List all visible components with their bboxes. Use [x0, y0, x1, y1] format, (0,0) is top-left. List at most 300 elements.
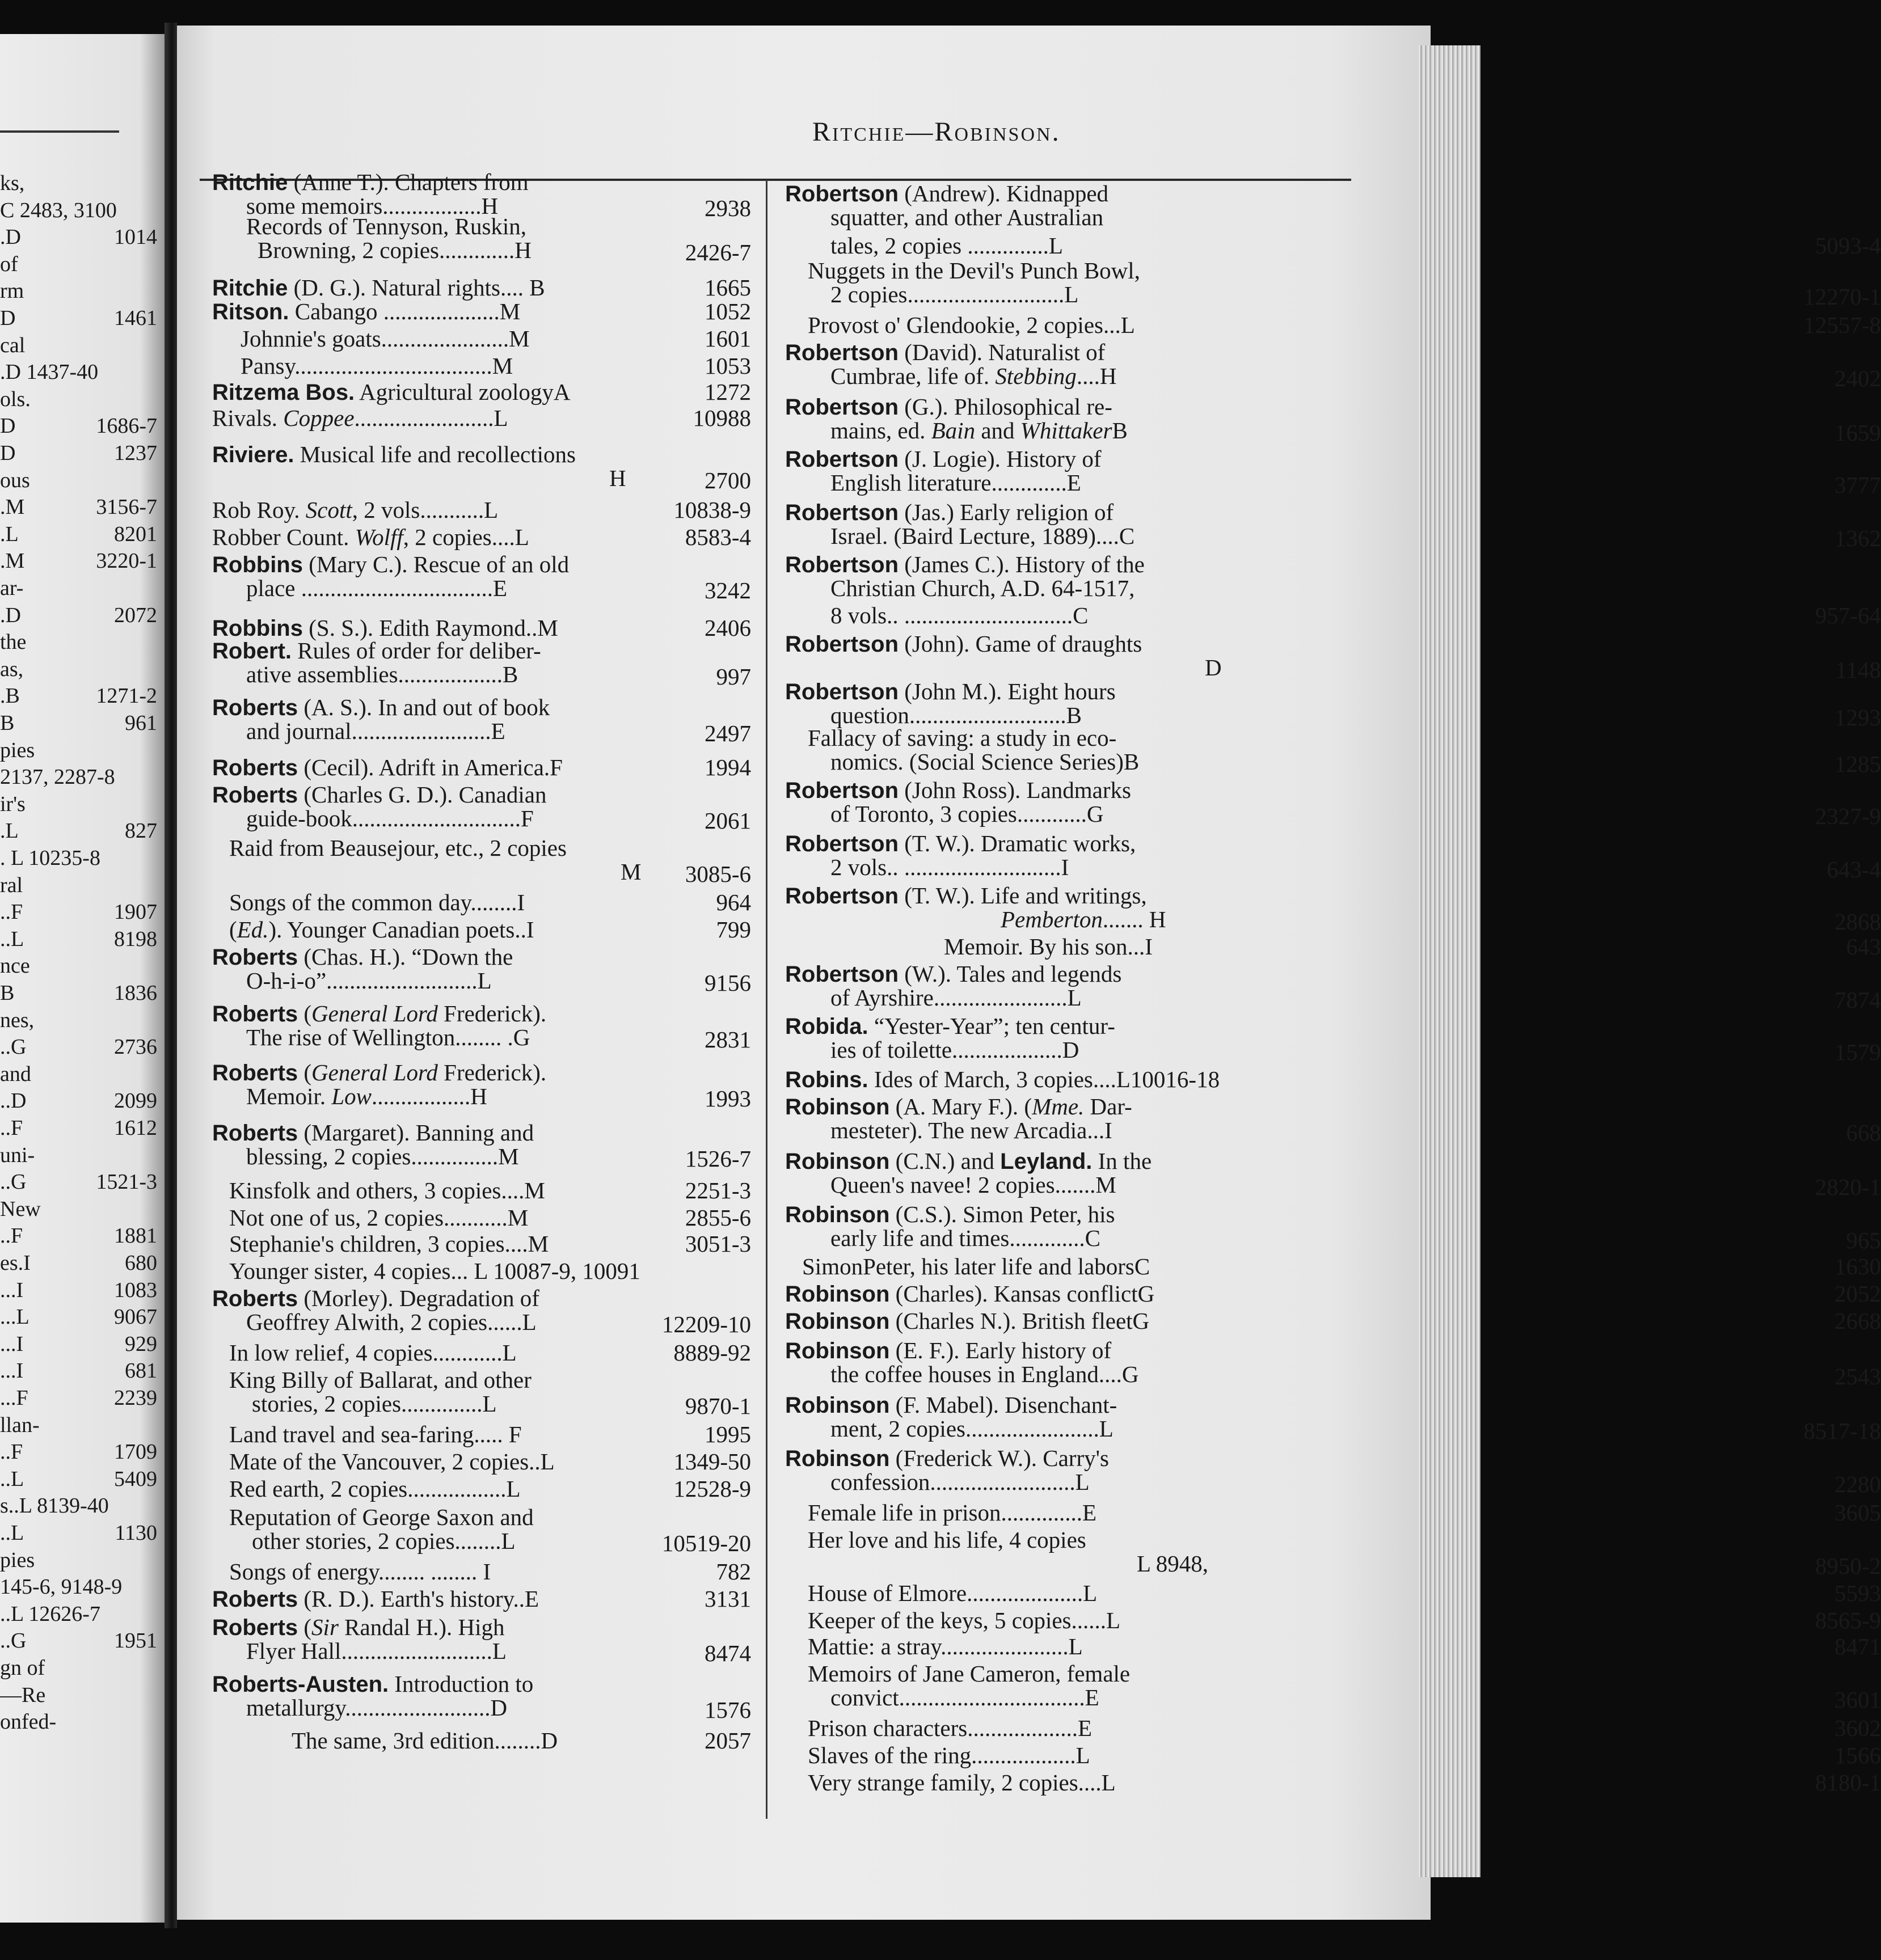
left-page-line [0, 386, 162, 412]
entry-continuation: blessing, 2 copies...............M [246, 1143, 519, 1169]
entry-call-number: 3777 [1834, 472, 1881, 498]
entry-call-number: 1272 [705, 379, 751, 405]
entry-continuation: ies of toilette...................D [830, 1037, 1079, 1063]
left-line-text: ..L [0, 927, 24, 951]
book-gutter [165, 23, 177, 1928]
left-line-text: ..L [0, 1521, 24, 1545]
left-page-line [0, 1574, 162, 1600]
entry-title: Songs of energy........ ........ I [229, 1558, 491, 1585]
left-line-text: ous [0, 468, 30, 492]
left-page-line [0, 683, 162, 709]
entry-title: Robbins (Mary C.). Rescue of an old [212, 551, 570, 577]
left-page-line [0, 1385, 162, 1411]
left-page-line [0, 629, 162, 655]
left-line-text: 2137, 2287-8 [0, 765, 115, 789]
left-line-text: uni- [0, 1143, 35, 1167]
left-line-text: B [0, 711, 15, 735]
entry-call-number: 1665 [705, 274, 751, 301]
entry-call-number: 1659 [1834, 420, 1881, 446]
left-page-fragment [0, 34, 165, 1923]
left-line-number: 2736 [114, 1035, 157, 1059]
entry-title: Roberts (Margaret). Banning and [212, 1120, 534, 1146]
right-page [177, 26, 1881, 1920]
entry-title: Ritson. Cabango ....................M [212, 298, 521, 324]
left-line-text: .D [0, 603, 21, 627]
left-line-text: ..G [0, 1629, 27, 1653]
left-page-rule [0, 130, 119, 133]
left-page-line [0, 548, 162, 574]
left-line-text: .L [0, 522, 19, 546]
left-line-text: ...I [0, 1359, 24, 1383]
left-line-number: 1612 [114, 1116, 157, 1140]
left-page-line [0, 1547, 162, 1573]
entry-continuation: other stories, 2 copies........L [252, 1528, 516, 1554]
entry-call-number: 3051-3 [685, 1231, 751, 1257]
left-page-line [0, 440, 162, 466]
entry-continuation: H [609, 465, 626, 491]
left-line-text: .D 1437-40 [0, 360, 99, 385]
entry-title: Robertson (Jas.) Early religion of [785, 499, 1114, 525]
entry-title: Provost o' Glendookie, 2 copies...L [808, 312, 1135, 338]
left-line-text: the [0, 630, 27, 654]
entry-call-number: 5093-4 [1815, 233, 1881, 259]
entry-continuation: Queen's navee! 2 copies.......M [830, 1172, 1116, 1198]
entry-call-number: 10988 [693, 405, 751, 431]
left-line-number: 1836 [114, 981, 157, 1005]
entry-title: Very strange family, 2 copies....L [808, 1769, 1116, 1796]
entry-continuation: and journal........................E [246, 718, 505, 744]
entry-call-number: 12209-10 [661, 1311, 751, 1337]
left-line-number: 1083 [114, 1278, 157, 1302]
entry-call-number: 2543 [1834, 1363, 1881, 1389]
entry-title: Roberts (Morley). Degradation of [212, 1285, 539, 1311]
left-line-text: —Re [0, 1683, 46, 1707]
left-line-number: 1271-2 [96, 684, 157, 708]
left-line-text: onfed- [0, 1710, 57, 1734]
entry-title: Kinsfolk and others, 3 copies....M [229, 1177, 545, 1203]
left-line-text: es.I [0, 1251, 31, 1275]
entry-continuation: Memoir. Low.................H [246, 1083, 487, 1109]
left-line-number: 961 [125, 711, 157, 735]
left-line-number: 1014 [114, 225, 157, 250]
entry-title: Land travel and sea-faring..... F [229, 1421, 522, 1447]
entry-continuation: Browning, 2 copies.............H [258, 237, 532, 263]
entry-call-number: 1052 [705, 298, 751, 324]
entry-title: tales, 2 copies ..............L [830, 233, 1063, 259]
left-line-number: 1709 [114, 1440, 157, 1464]
left-line-text: ..F [0, 1116, 23, 1140]
left-page-line [0, 1520, 162, 1546]
entry-call-number: 1349-50 [673, 1448, 751, 1475]
entry-title: Younger sister, 4 copies... L 10087-9, 10091 [229, 1258, 640, 1284]
left-line-text: .B [0, 684, 20, 708]
left-line-text: ..G [0, 1170, 27, 1194]
entry-call-number: 1630 [1834, 1253, 1881, 1279]
left-page-line [0, 1277, 162, 1303]
entry-title: Robinson (Charles N.). British fleetG [785, 1308, 1150, 1334]
entry-call-number: 997 [716, 664, 751, 690]
entry-title: Raid from Beausejour, etc., 2 copies [229, 835, 567, 861]
entry-call-number: 2061 [705, 808, 751, 834]
left-page-line [0, 1169, 162, 1195]
entry-title: Robida. “Yester-Year”; ten centur- [785, 1013, 1115, 1039]
left-page-line [0, 1196, 162, 1222]
entry-call-number: 2251-3 [685, 1177, 751, 1203]
left-line-number: 1461 [114, 306, 157, 330]
entry-title: Roberts (Chas. H.). “Down the [212, 944, 513, 970]
left-line-number: 1237 [114, 441, 157, 465]
left-line-text: .D [0, 225, 21, 250]
entry-call-number: 1579 [1834, 1039, 1881, 1065]
left-line-number: 1881 [114, 1224, 157, 1248]
entry-call-number: 1993 [705, 1085, 751, 1112]
entry-continuation: convict................................E [830, 1684, 1099, 1710]
entry-title: Red earth, 2 copies.................L [229, 1476, 521, 1502]
left-page-line [0, 1061, 162, 1087]
entry-call-number: 2052 [1834, 1281, 1881, 1307]
left-line-number: 9067 [114, 1305, 157, 1329]
left-page-line [0, 818, 162, 844]
left-page-line [0, 1466, 162, 1492]
left-page-line [0, 737, 162, 763]
left-line-text: ols. [0, 387, 31, 411]
entry-title: Ritzema Bos. Agricultural zoologyA [212, 379, 571, 405]
entry-call-number: 12528-9 [673, 1476, 751, 1502]
left-page-line [0, 602, 162, 628]
left-line-number: 1130 [115, 1521, 157, 1545]
left-line-text: .M [0, 495, 25, 519]
entry-title: Robinson (Charles). Kansas conflictG [785, 1281, 1155, 1307]
entry-continuation: D [1205, 654, 1222, 681]
left-page-line [0, 764, 162, 790]
entry-call-number: 8517-18 [1803, 1418, 1881, 1444]
entry-continuation: stories, 2 copies..............L [252, 1391, 497, 1417]
left-line-text: New [0, 1197, 41, 1221]
entry-title: Robinson (Frederick W.). Carry's [785, 1445, 1109, 1471]
left-line-text: ...I [0, 1278, 24, 1302]
left-line-number: 8198 [114, 927, 157, 951]
entry-title: Roberts (General Lord Frederick). [212, 1000, 547, 1027]
left-line-number: 8201 [114, 522, 157, 546]
left-page-line [0, 1358, 162, 1384]
left-line-text: ...F [0, 1386, 28, 1410]
left-page-line [0, 845, 162, 871]
left-line-number: 3156-7 [96, 495, 157, 519]
left-page-line [0, 224, 162, 250]
entry-title: Riviere. Musical life and recollections [212, 441, 576, 467]
entry-title: Robertson (John). Game of draughts [785, 631, 1142, 657]
entry-call-number: 2497 [705, 720, 751, 746]
entry-call-number: 957-64 [1815, 602, 1881, 628]
left-page-line [0, 1034, 162, 1060]
entry-continuation: place .................................E [246, 575, 508, 601]
left-line-text: s..L 8139-40 [0, 1494, 109, 1518]
entry-call-number: 5593 [1834, 1580, 1881, 1606]
entry-title: Roberts (Charles G. D.). Canadian [212, 782, 547, 808]
left-line-text: ar- [0, 576, 24, 600]
entry-continuation: 2 vols.. ...........................I [830, 854, 1069, 880]
entry-title: Robertson (John M.). Eight hours [785, 678, 1116, 704]
entry-call-number: 643-4 [1827, 856, 1881, 882]
entry-call-number: 2831 [705, 1027, 751, 1053]
entry-title: Slaves of the ring..................L [808, 1742, 1090, 1768]
left-page-line [0, 413, 162, 439]
left-line-text: 145-6, 9148-9 [0, 1575, 123, 1599]
entry-title: Roberts (Sir Randal H.). High [212, 1614, 505, 1640]
entry-continuation: Pemberton....... H [1001, 906, 1166, 932]
entry-title: Not one of us, 2 copies...........M [229, 1205, 529, 1231]
entry-title: Robertson (David). Naturalist of [785, 339, 1106, 365]
left-line-text: ks, [0, 171, 25, 195]
entry-title: Rob Roy. Scott, 2 vols...........L [212, 497, 499, 523]
entry-title: Prison characters...................E [808, 1715, 1092, 1741]
entry-continuation: English literature.............E [830, 470, 1081, 496]
left-page-line [0, 1709, 162, 1735]
left-line-text: pies [0, 738, 35, 762]
entry-title: Mate of the Vancouver, 2 copies..L [229, 1448, 555, 1475]
left-line-number: 5409 [114, 1467, 157, 1491]
entry-call-number: 2280 [1834, 1471, 1881, 1497]
entry-call-number: 2820-1 [1815, 1174, 1881, 1200]
entry-title: Roberts (R. D.). Earth's history..E [212, 1586, 539, 1612]
left-page-line [0, 170, 162, 196]
left-page-line [0, 899, 162, 925]
entry-call-number: 668 [1846, 1120, 1881, 1146]
left-line-text: nes, [0, 1008, 35, 1032]
entry-continuation: L 8948, [1137, 1551, 1209, 1577]
entry-title: Rivals. Coppee........................L [212, 405, 508, 431]
left-line-text: ..F [0, 1224, 23, 1248]
entry-call-number: 3605 [1834, 1499, 1881, 1526]
entry-call-number: 1601 [705, 326, 751, 352]
left-line-text: . L 10235-8 [0, 846, 100, 870]
left-page-line [0, 980, 162, 1006]
entry-title: Robber Count. Wolff, 2 copies....L [212, 524, 529, 550]
entry-call-number: 10519-20 [661, 1530, 751, 1556]
left-line-text: as, [0, 657, 24, 681]
entry-call-number: 782 [716, 1558, 751, 1585]
left-line-text: ir's [0, 792, 26, 816]
entry-title: Robertson (T. W.). Dramatic works, [785, 830, 1136, 856]
left-line-text: rm [0, 279, 24, 303]
entry-title: Robins. Ides of March, 3 copies....L10016-18 [785, 1066, 1220, 1092]
entry-continuation: confession.........................L [830, 1469, 1090, 1495]
left-page-line [0, 332, 162, 358]
left-line-number: 1951 [114, 1629, 157, 1653]
left-page-line [0, 1331, 162, 1357]
entry-call-number: 3131 [705, 1586, 751, 1612]
entry-title: Mattie: a stray......................L [808, 1633, 1083, 1659]
entry-call-number: 1285 [1834, 751, 1881, 777]
entry-call-number: 799 [716, 916, 751, 943]
entry-continuation: Cumbrae, life of. Stebbing....H [830, 363, 1117, 389]
left-line-text: nce [0, 954, 30, 978]
entry-title: King Billy of Ballarat, and other [229, 1367, 532, 1393]
entry-continuation: the coffee houses in England....G [830, 1361, 1139, 1387]
left-page-line [0, 494, 162, 520]
left-page-line [0, 1250, 162, 1276]
entry-call-number: 8950-2 [1815, 1553, 1881, 1579]
entry-call-number: 1994 [705, 754, 751, 780]
entry-continuation: squatter, and other Australian [830, 204, 1104, 230]
left-line-number: 1907 [114, 900, 157, 924]
entry-call-number: 3242 [705, 577, 751, 603]
left-line-number: 2239 [114, 1386, 157, 1410]
left-line-text: ral [0, 873, 23, 897]
entry-title: Songs of the common day........I [229, 889, 525, 915]
left-page-line [0, 305, 162, 331]
left-page-line [0, 953, 162, 979]
running-header: Ritchie—Robinson. [812, 117, 1061, 147]
entry-call-number: 7874 [1834, 987, 1881, 1013]
entry-title: Robertson (James C.). History of the [785, 551, 1145, 577]
entry-title: Robertson (John Ross). Landmarks [785, 777, 1131, 803]
entry-title: Johnnie's goats......................M [241, 326, 530, 352]
entry-call-number: 12270-1 [1803, 284, 1881, 310]
left-page-line [0, 575, 162, 601]
entry-title: Robinson (C.N.) and Leyland. In the [785, 1148, 1152, 1174]
left-page-line [0, 1655, 162, 1681]
entry-title: (Ed.). Younger Canadian poets..I [229, 916, 534, 943]
entry-continuation: 2 copies...........................L [830, 281, 1079, 307]
left-page-line [0, 1628, 162, 1654]
left-line-text: pies [0, 1548, 35, 1572]
left-line-number: 3220-1 [96, 549, 157, 573]
entry-call-number: 965 [1846, 1227, 1881, 1253]
entry-title: Stephanie's children, 3 copies....M [229, 1231, 549, 1257]
entry-title: Keeper of the keys, 5 copies......L [808, 1607, 1121, 1633]
entry-title: Her love and his life, 4 copies [808, 1527, 1086, 1553]
entry-call-number: 3602 [1834, 1715, 1881, 1741]
column-divider [766, 180, 767, 1819]
entry-call-number: 2700 [705, 467, 751, 493]
left-page-line [0, 278, 162, 304]
entry-title: Roberts (General Lord Frederick). [212, 1059, 547, 1085]
entry-call-number: 2855-6 [685, 1205, 751, 1231]
left-page-line [0, 1439, 162, 1465]
left-line-number: 1686-7 [96, 414, 157, 438]
left-line-text: ..F [0, 1440, 23, 1464]
entry-title: Pansy..................................M [241, 353, 513, 379]
entry-call-number: 1293 [1834, 704, 1881, 730]
entry-call-number: 3085-6 [685, 861, 751, 887]
entry-title: Reputation of George Saxon and [229, 1504, 534, 1530]
entry-call-number: 2868 [1834, 909, 1881, 935]
entry-continuation: Israel. (Baird Lecture, 1889)....C [830, 523, 1135, 549]
entry-title: Memoir. By his son...I [944, 933, 1153, 960]
left-line-text: ...I [0, 1332, 24, 1356]
entry-title: In low relief, 4 copies............L [229, 1340, 517, 1366]
entry-title: Roberts (A. S.). In and out of book [212, 694, 550, 720]
entry-title: 8 vols.. .............................C [830, 602, 1089, 628]
left-page-line [0, 1142, 162, 1168]
entry-continuation: Geoffrey Alwith, 2 copies......L [246, 1309, 537, 1335]
left-page-line [0, 926, 162, 952]
left-line-number: 681 [125, 1359, 157, 1383]
left-line-number: 680 [125, 1251, 157, 1275]
entry-continuation: early life and times.............C [830, 1225, 1100, 1251]
left-line-text: and [0, 1062, 31, 1086]
entry-call-number: 12557-8 [1803, 312, 1881, 338]
entry-call-number: 1362 [1834, 525, 1881, 551]
entry-title: Robinson (E. F.). Early history of [785, 1337, 1112, 1363]
entry-title: House of Elmore....................L [808, 1580, 1098, 1606]
entry-title: Robertson (Andrew). Kidnapped [785, 180, 1109, 206]
left-line-text: C 2483, 3100 [0, 198, 117, 222]
entry-title: Robertson (J. Logie). History of [785, 446, 1102, 472]
entry-title: Records of Tennyson, Ruskin, [246, 213, 527, 239]
entry-call-number: 8565-9 [1815, 1607, 1881, 1633]
entry-title: Nuggets in the Devil's Punch Bowl, [808, 257, 1140, 284]
left-page-line [0, 521, 162, 547]
entry-call-number: 9870-1 [685, 1393, 751, 1419]
entry-title: The same, 3rd edition........D [292, 1727, 558, 1754]
entry-title: Ritchie (Anne T.). Chapters from [212, 169, 529, 195]
entry-continuation: mesteter). The new Arcadia...I [830, 1117, 1112, 1143]
left-line-text: .L [0, 819, 19, 843]
entry-call-number: 1576 [705, 1697, 751, 1723]
left-page-line [0, 359, 162, 385]
left-line-number: 2072 [114, 603, 157, 627]
page-edges [1418, 45, 1481, 1877]
left-page-line [0, 251, 162, 277]
entry-title: Robert. Rules of order for deliber- [212, 637, 541, 664]
entry-call-number: 1526-7 [685, 1146, 751, 1172]
entry-call-number: 2402 [1834, 365, 1881, 391]
entry-continuation: mains, ed. Bain and WhittakerB [830, 417, 1128, 443]
entry-continuation: The rise of Wellington........ .G [246, 1024, 530, 1050]
entry-title: Female life in prison..............E [808, 1499, 1096, 1526]
entry-call-number: 1053 [705, 353, 751, 379]
entry-continuation: of Ayrshire.......................L [830, 985, 1082, 1011]
entry-call-number: 2406 [705, 615, 751, 641]
left-line-number: 827 [125, 819, 157, 843]
entry-continuation: some memoirs.................H [246, 193, 499, 219]
entry-title: Robinson (F. Mabel). Disenchant- [785, 1392, 1117, 1418]
left-page-line [0, 1088, 162, 1114]
left-page-line [0, 1682, 162, 1708]
entry-call-number: 8474 [705, 1640, 751, 1666]
left-page-line [0, 791, 162, 817]
entry-title: Ritchie (D. G.). Natural rights.... B [212, 274, 545, 301]
left-line-text: B [0, 981, 15, 1005]
left-line-number: 929 [125, 1332, 157, 1356]
left-line-number: 2099 [114, 1089, 157, 1113]
entry-title: Memoirs of Jane Cameron, female [808, 1661, 1131, 1687]
entry-call-number: 643 [1846, 933, 1881, 960]
entry-call-number: 964 [716, 889, 751, 915]
left-line-text: ..L 12626-7 [0, 1602, 100, 1626]
entry-title: Robinson (A. Mary F.). (Mme. Dar- [785, 1093, 1132, 1120]
entry-title: Robinson (C.S.). Simon Peter, his [785, 1201, 1115, 1227]
entry-call-number: 2327-9 [1815, 803, 1881, 829]
entry-continuation: question...........................B [830, 702, 1082, 728]
entry-title: Robertson (T. W.). Life and writings, [785, 882, 1147, 909]
entry-call-number: 1566 [1834, 1742, 1881, 1768]
entry-continuation: Flyer Hall..........................L [246, 1638, 507, 1664]
left-line-text: ..G [0, 1035, 27, 1059]
entry-call-number: 2426-7 [685, 239, 751, 265]
left-page-line [0, 1223, 162, 1249]
entry-call-number: 2057 [705, 1727, 751, 1754]
left-line-text: .M [0, 549, 25, 573]
entry-call-number: 10838-9 [673, 497, 751, 523]
left-line-text: llan- [0, 1413, 40, 1437]
left-line-text: ..L [0, 1467, 24, 1491]
entry-continuation: guide-book.............................F [246, 805, 534, 831]
left-page-line [0, 1007, 162, 1033]
left-page-line [0, 1601, 162, 1627]
